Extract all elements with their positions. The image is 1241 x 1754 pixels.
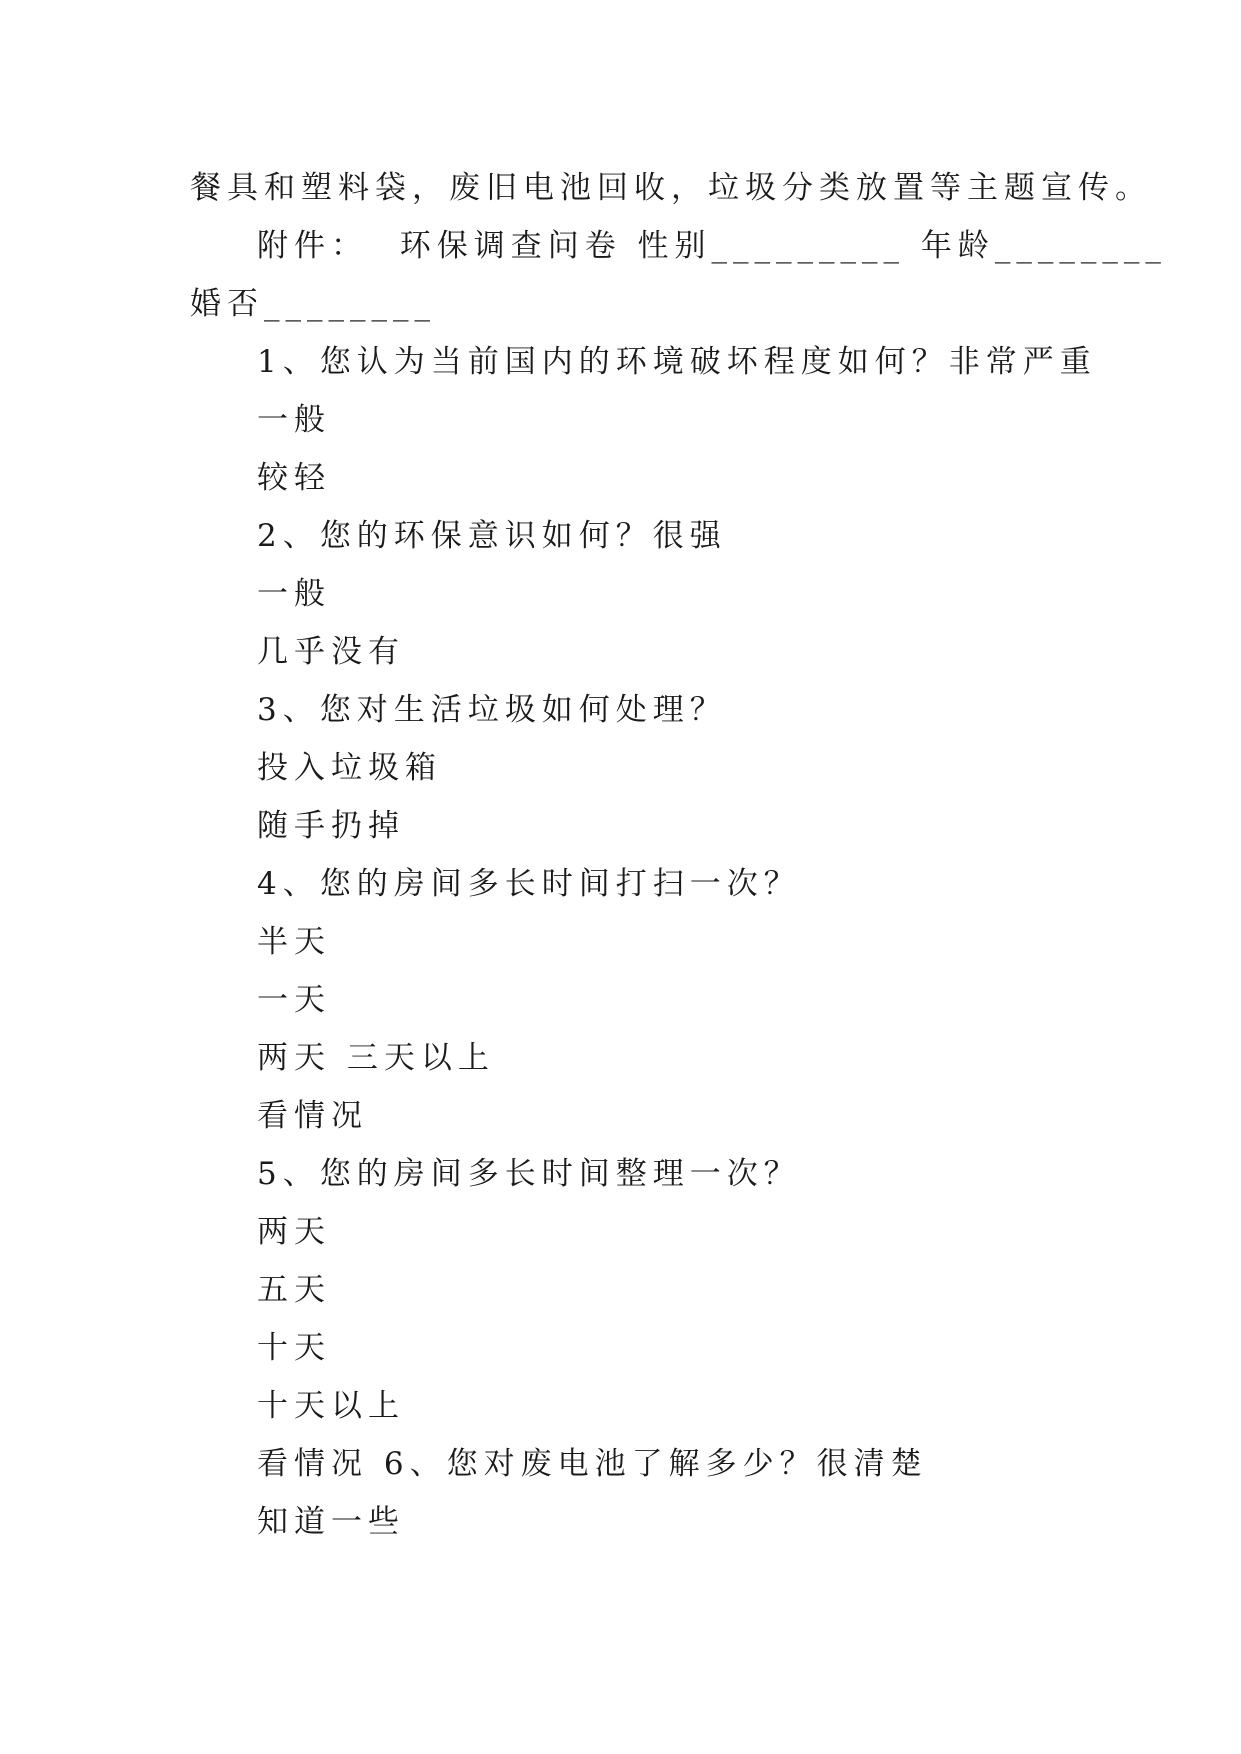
- option-text: 几乎没有: [257, 634, 405, 670]
- option-text: 较轻: [257, 460, 331, 496]
- text-line-attachment: 附件： 环保调查问卷 性别_________ 年龄________: [257, 228, 1167, 264]
- question-5: 5、您的房间多长时间整理一次？: [257, 1156, 801, 1192]
- option-text: 知道一些: [257, 1504, 405, 1540]
- option-text: 半天: [257, 924, 331, 960]
- option-text: 一般: [257, 576, 331, 612]
- question-2: 2、您的环保意识如何？很强: [257, 518, 727, 554]
- option-text: 一天: [257, 982, 331, 1018]
- text-line: 餐具和塑料袋，废旧电池回收，垃圾分类放置等主题宣传。: [190, 170, 1152, 206]
- option-text: 投入垃圾箱: [257, 750, 442, 786]
- option-text: 一般: [257, 402, 331, 438]
- option-text: 十天: [257, 1330, 331, 1366]
- option-text: 随手扔掉: [257, 808, 405, 844]
- option-text: 两天: [257, 1214, 331, 1250]
- question-6: 看情况 6、您对废电池了解多少？很清楚: [257, 1446, 928, 1482]
- question-4: 4、您的房间多长时间打扫一次？: [257, 866, 801, 902]
- option-text: 五天: [257, 1272, 331, 1308]
- question-3: 3、您对生活垃圾如何处理？: [257, 692, 727, 728]
- text-line-marital: 婚否________: [190, 286, 436, 322]
- question-1: 1、您认为当前国内的环境破坏程度如何？非常严重: [257, 344, 1097, 380]
- option-text: 十天以上: [257, 1388, 405, 1424]
- option-text: 两天 三天以上: [257, 1040, 495, 1076]
- option-text: 看情况: [257, 1098, 368, 1134]
